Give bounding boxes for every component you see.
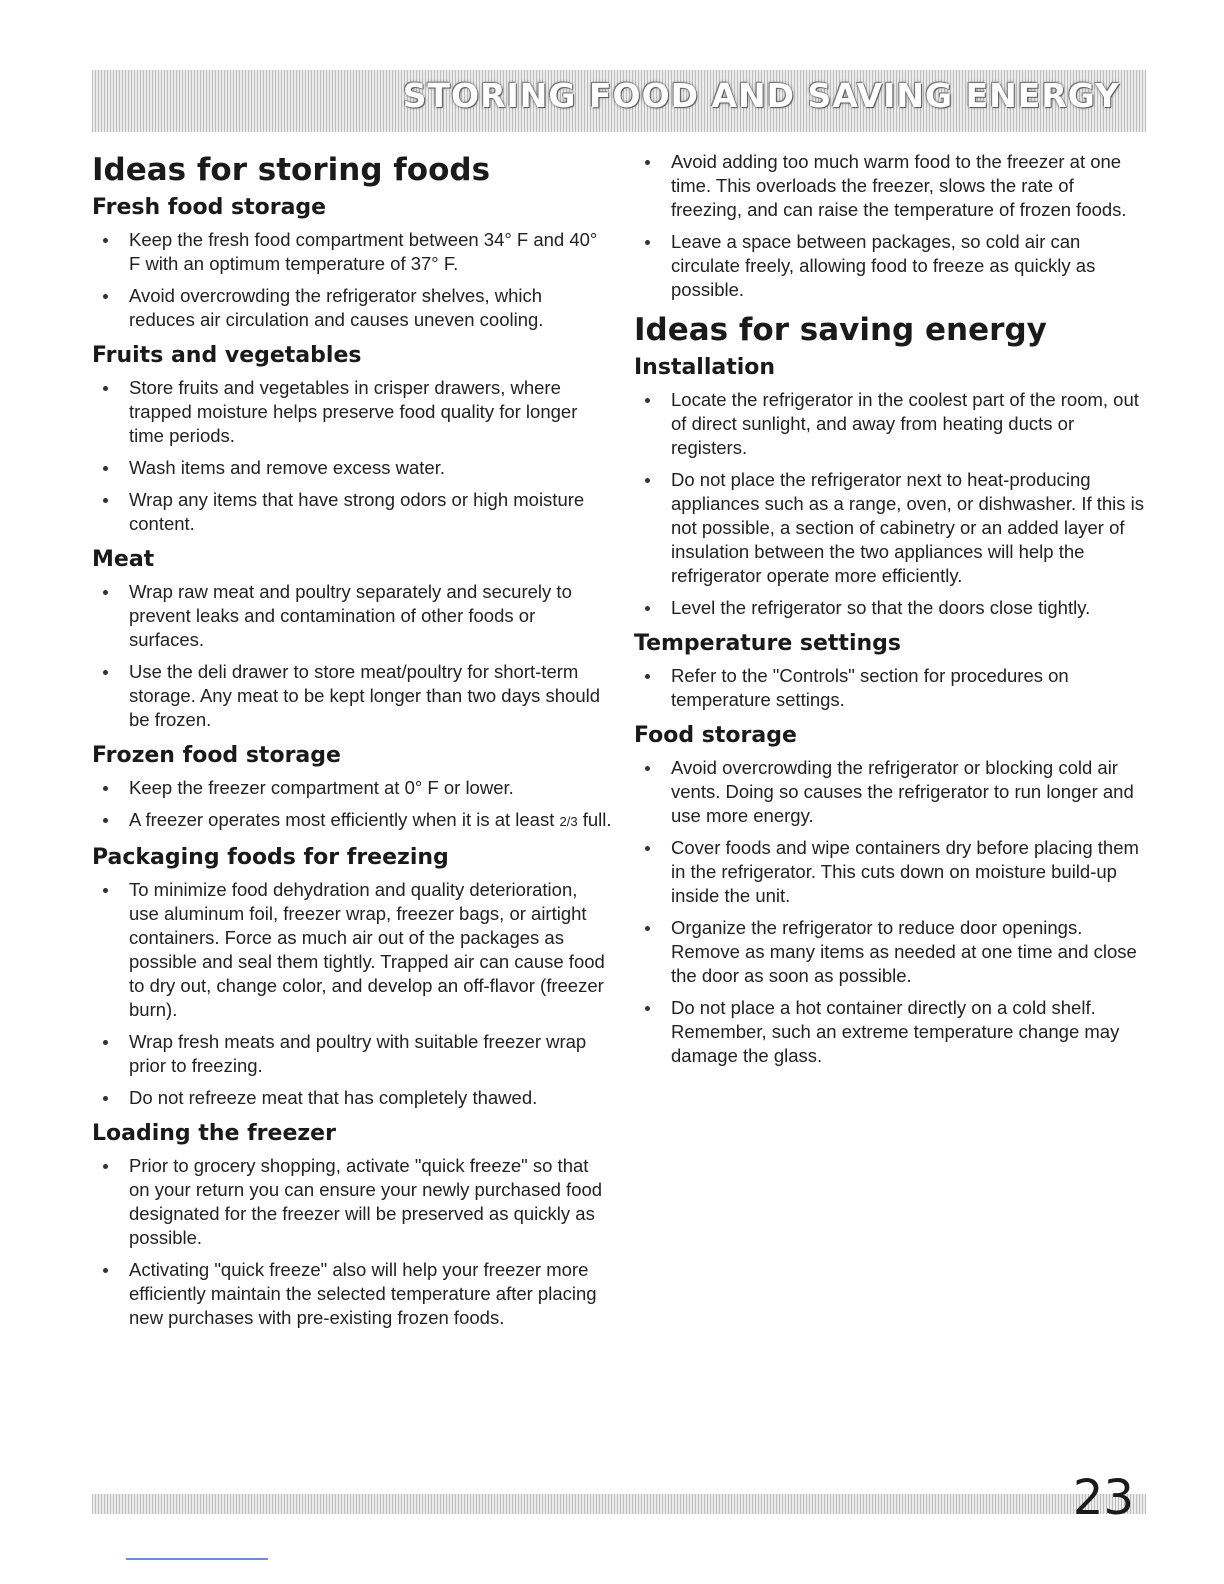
- page-number: 23: [1072, 1470, 1134, 1526]
- right-column: [634, 150, 1146, 1076]
- frozen-food-storage-heading: Frozen food storage: [92, 743, 341, 768]
- temperature-settings-heading: Temperature settings: [634, 631, 901, 656]
- list-item: [92, 808, 612, 834]
- list-item: Level the refrigerator so that the doors close tightly.: [634, 596, 1146, 620]
- loading-freezer-heading: Loading the freezer: [92, 1121, 336, 1146]
- installation-list: [634, 388, 1146, 620]
- meat-heading: Meat: [92, 547, 155, 572]
- food-storage-list: [634, 756, 1146, 1068]
- list-item: Prior to grocery shopping, activate "quick freeze" so that on your return you can ensure your newly purchased food designated for the freezer will be preserved as quickly as possible.: [92, 1154, 612, 1250]
- list-item-text: A freezer operates most efficiently when it is at least: [129, 809, 555, 830]
- list-item: Do not place the refrigerator next to heat-producing appliances such as a range, oven, or dishwasher. If this is not possible, a section of cabinetry or an added layer of insulation between the two appliances will help the refrigerator operate more efficiently.: [634, 468, 1146, 588]
- list-item: Avoid adding too much warm food to the freezer at one time. This overloads the freezer, slows the rate of freezing, and can raise the temperature of frozen foods.: [634, 150, 1146, 222]
- list-item: Leave a space between packages, so cold air can circulate freely, allowing food to freeze as quickly as possible.: [634, 230, 1146, 302]
- list-item: Do not refreeze meat that has completely thawed.: [92, 1086, 612, 1110]
- left-column: [92, 150, 612, 1338]
- list-item: Store fruits and vegetables in crisper drawers, where trapped moisture helps preserve food quality for longer time periods.: [92, 376, 612, 448]
- temperature-settings-list: [634, 664, 1146, 712]
- list-item: Wrap any items that have strong odors or high moisture content.: [92, 488, 612, 536]
- food-storage-heading: Food storage: [634, 723, 797, 748]
- footer-bar: [92, 1494, 1146, 1514]
- list-item: Avoid overcrowding the refrigerator shelves, which reduces air circulation and causes uneven cooling.: [92, 284, 612, 332]
- installation-heading: Installation: [634, 355, 776, 380]
- list-item-text: full.: [582, 809, 612, 830]
- fresh-food-storage-heading: Fresh food storage: [92, 195, 327, 220]
- meat-list: [92, 580, 612, 732]
- list-item: Wrap raw meat and poultry separately and securely to prevent leaks and contamination of other foods or surfaces.: [92, 580, 612, 652]
- loading-freezer-continued-list: [634, 150, 1146, 302]
- list-item: Locate the refrigerator in the coolest part of the room, out of direct sunlight, and away from heating ducts or registers.: [634, 388, 1146, 460]
- list-item: Wrap fresh meats and poultry with suitable freezer wrap prior to freezing.: [92, 1030, 612, 1078]
- banner-title: STORING FOOD AND SAVING ENERGY: [402, 76, 1120, 115]
- saving-energy-heading: Ideas for saving energy: [634, 312, 1047, 348]
- storing-foods-heading: Ideas for storing foods: [92, 152, 491, 188]
- fraction: 2/3: [559, 814, 578, 829]
- list-item: Use the deli drawer to store meat/poultry for short-term storage. Any meat to be kept longer than two days should be frozen.: [92, 660, 612, 732]
- packaging-foods-heading: Packaging foods for freezing: [92, 845, 449, 870]
- list-item: Avoid overcrowding the refrigerator or blocking cold air vents. Doing so causes the refrigerator to run longer and use more energy.: [634, 756, 1146, 828]
- list-item: Do not place a hot container directly on a cold shelf. Remember, such an extreme temperature change may damage the glass.: [634, 996, 1146, 1068]
- list-item: Keep the freezer compartment at 0° F or lower.: [92, 776, 612, 800]
- fruits-vegetables-list: [92, 376, 612, 536]
- fresh-food-storage-list: [92, 228, 612, 332]
- bottom-rule: [126, 1558, 268, 1560]
- loading-freezer-list: [92, 1154, 612, 1330]
- list-item: Organize the refrigerator to reduce door openings. Remove as many items as needed at one time and close the door as soon as possible.: [634, 916, 1146, 988]
- frozen-food-storage-list: [92, 776, 612, 834]
- list-item: Activating "quick freeze" also will help your freezer more efficiently maintain the selected temperature after placing new purchases with pre-existing frozen foods.: [92, 1258, 612, 1330]
- section-banner: [92, 70, 1146, 132]
- list-item: Keep the fresh food compartment between 34° F and 40° F with an optimum temperature of 37° F.: [92, 228, 612, 276]
- fruits-vegetables-heading: Fruits and vegetables: [92, 343, 362, 368]
- packaging-foods-list: [92, 878, 612, 1110]
- list-item: Cover foods and wipe containers dry before placing them in the refrigerator. This cuts down on moisture build-up inside the unit.: [634, 836, 1146, 908]
- list-item: Wash items and remove excess water.: [92, 456, 612, 480]
- list-item: Refer to the "Controls" section for procedures on temperature settings.: [634, 664, 1146, 712]
- list-item: To minimize food dehydration and quality deterioration, use aluminum foil, freezer wrap, freezer bags, or airtight containers. Force as much air out of the packages as possible and seal them tightly. Trapped air can cause food to dry out, change color, and develop an off-flavor (freezer burn).: [92, 878, 612, 1022]
